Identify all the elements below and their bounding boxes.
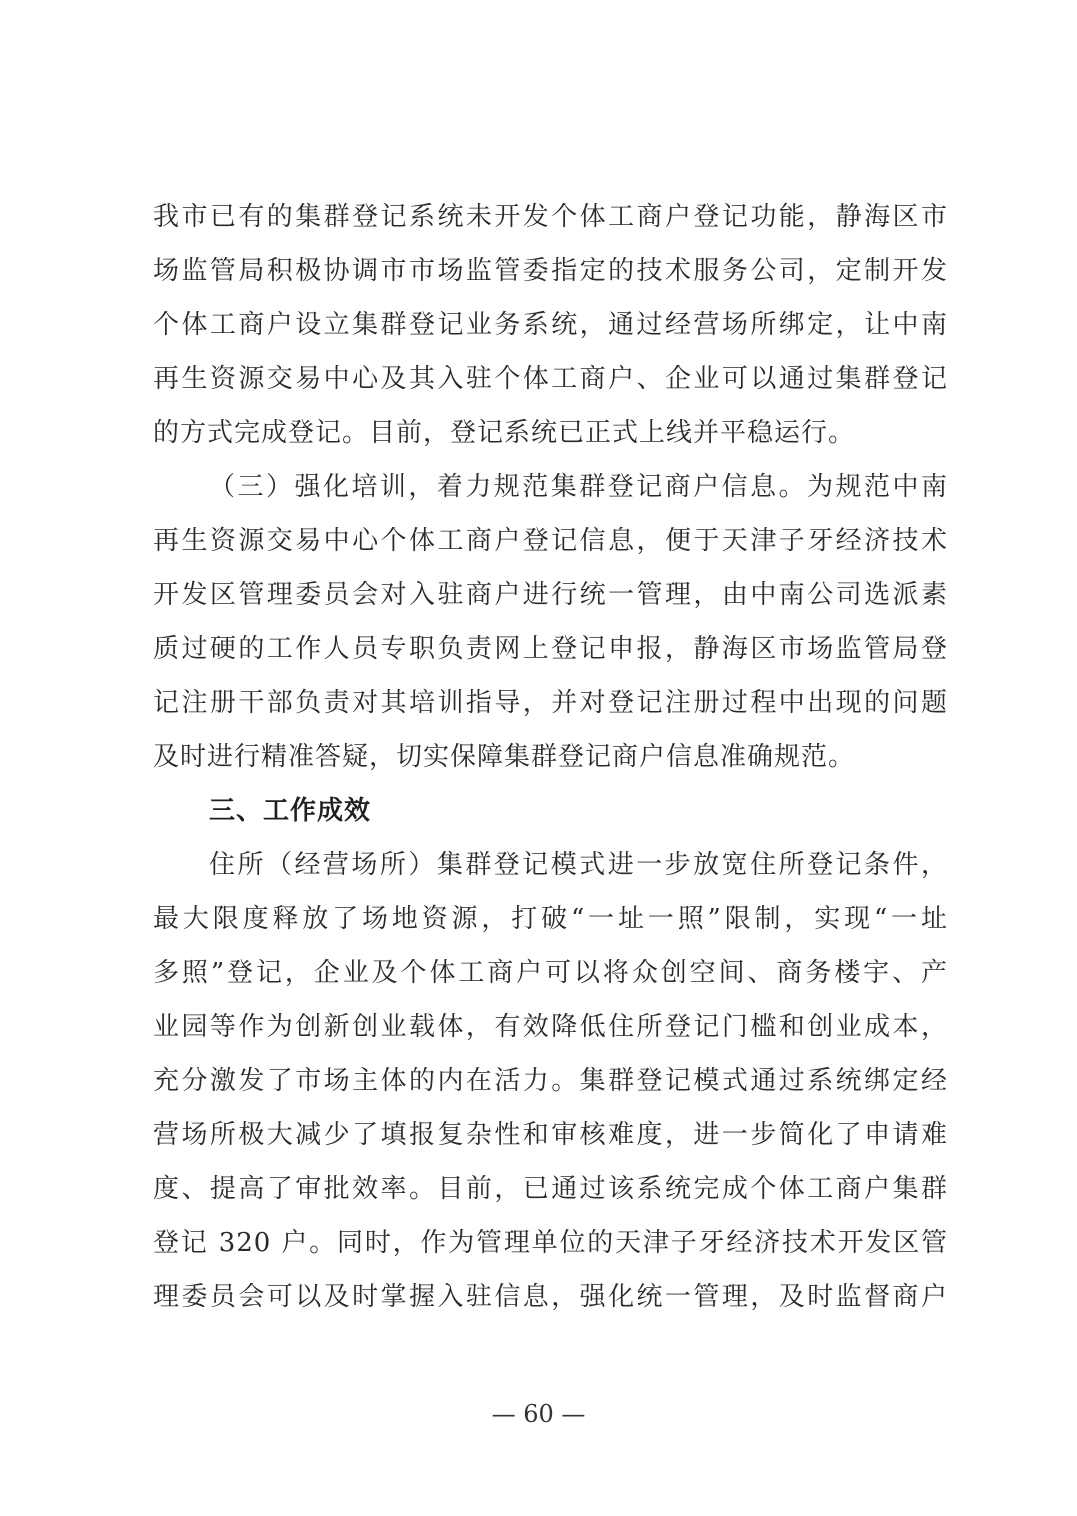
text-line: 营场所极大减少了填报复杂性和审核难度，进一步简化了申请难 [153,1120,948,1150]
text-line: （三）强化培训，着力规范集群登记商户信息。为规范中南 [209,472,948,502]
text-line: 充分激发了市场主体的内在活力。集群登记模式通过系统绑定经 [153,1066,948,1096]
text-line: 登记 320 户。同时，作为管理单位的天津子牙经济技术开发区管 [153,1228,948,1258]
text-line: 多照”登记，企业及个体工商户可以将众创空间、商务楼宇、产 [153,958,948,988]
text-line: 再生资源交易中心及其入驻个体工商户、企业可以通过集群登记 [153,364,948,394]
body-text [153,190,948,1324]
text-line: 业园等作为创新创业载体，有效降低住所登记门槛和创业成本， [153,1012,948,1042]
text-line: 场监管局积极协调市市场监管委指定的技术服务公司，定制开发 [153,256,948,286]
text-line: 的方式完成登记。目前，登记系统已正式上线并平稳运行。 [153,418,856,448]
text-line: 质过硬的工作人员专职负责网上登记申报，静海区市场监管局登 [153,634,948,664]
text-line: 记注册干部负责对其培训指导，并对登记注册过程中出现的问题 [153,688,948,718]
text-line: 再生资源交易中心个体工商户登记信息，便于天津子牙经济技术 [153,526,948,556]
text-line: 开发区管理委员会对入驻商户进行统一管理，由中南公司选派素 [153,580,948,610]
text-line: 个体工商户设立集群登记业务系统，通过经营场所绑定，让中南 [153,310,948,340]
section-heading: 三、工作成效 [209,796,372,826]
page-number: — 60 — [491,1400,586,1428]
text-line: 度、提高了审批效率。目前，已通过该系统完成个体工商户集群 [153,1174,948,1204]
text-line: 及时进行精准答疑，切实保障集群登记商户信息准确规范。 [153,742,856,772]
text-line: 理委员会可以及时掌握入驻信息，强化统一管理，及时监督商户 [153,1282,948,1312]
text-line: 我市已有的集群登记系统未开发个体工商户登记功能，静海区市 [153,202,948,232]
text-line: 住所（经营场所）集群登记模式进一步放宽住所登记条件， [209,850,948,880]
text-line: 最大限度释放了场地资源，打破“一址一照”限制，实现“一址 [153,904,948,934]
